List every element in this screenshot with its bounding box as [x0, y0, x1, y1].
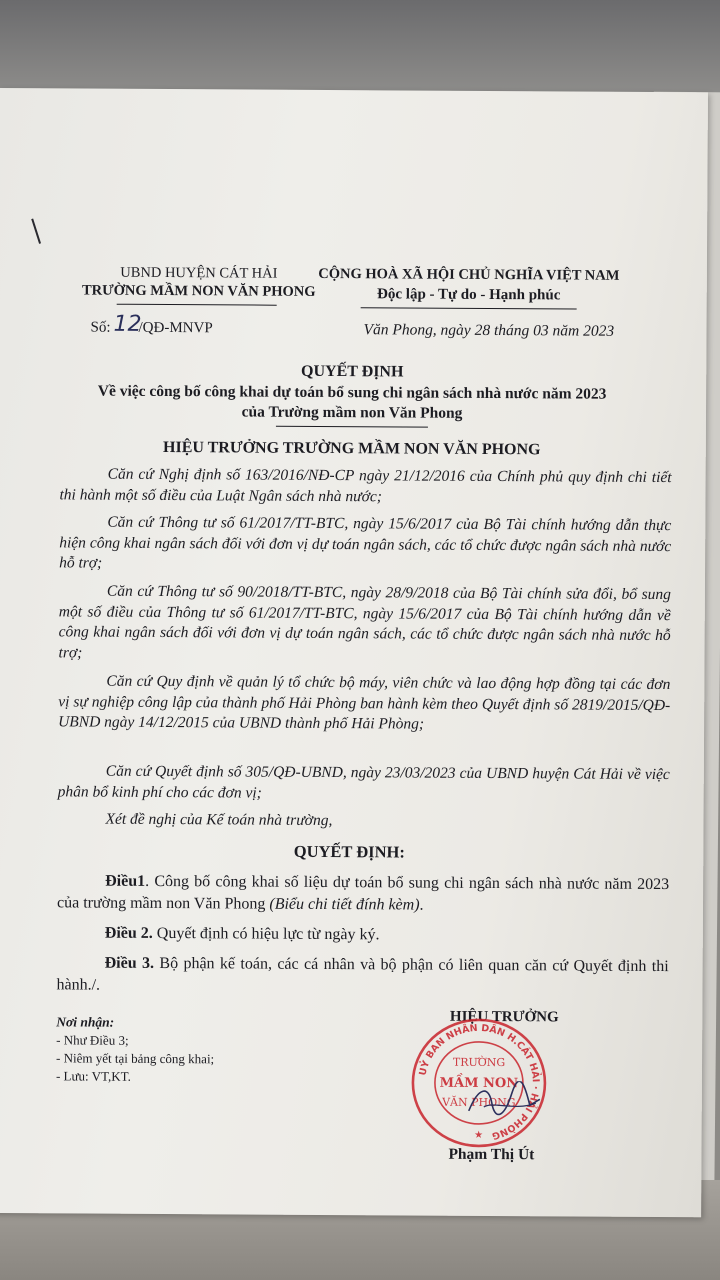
country-name: CỘNG HOÀ XÃ HỘI CHỦ NGHĨA VIỆT NAM	[318, 265, 620, 284]
handwritten-signature	[464, 1081, 544, 1121]
decision-heading: QUYẾT ĐỊNH:	[293, 841, 405, 862]
document-page	[0, 88, 708, 1217]
article-1: Điều1. Công bố công khai số liệu dự toán bổ sung chi ngân sách nhà nước năm 2023 của trường mầm non Văn Phong (Biểu chi tiết đính kèm).	[56, 872, 670, 914]
subject-line-2: của Trường mầm non Văn Phong	[241, 403, 463, 422]
basis-paragraph: Căn cứ Thông tư số 61/2017/TT-BTC, ngày 15/6/2017 của Bộ Tài chính hướng dẫn thực hiện công khai ngân sách đối với đơn vị dự toán ngân sách, các tổ chức được ngân sách nhà nước hỗ trợ;	[59, 513, 672, 572]
article-label: Điều1	[105, 872, 146, 890]
issue-date: Văn Phong, ngày 28 tháng 03 năm 2023	[363, 321, 615, 340]
background-top	[0, 0, 720, 95]
stamp-line-1: TRƯỜNG	[452, 1055, 506, 1070]
basis-paragraph: Căn cứ Nghị định số 163/2016/NĐ-CP ngày 21/12/2016 của Chính phủ quy định chi tiết thi hành một số điều của Luật Ngân sách nhà nước;	[59, 465, 672, 505]
subject-line-1: Về việc công bố công khai dự toán bổ sung chi ngân sách nhà nước năm 2023	[97, 382, 607, 403]
pen-mark	[31, 219, 41, 244]
signer-name: Phạm Thị Út	[448, 1145, 535, 1164]
article-3	[56, 952, 668, 1000]
recipient-item: - Niêm yết tại bảng công khai;	[56, 1050, 215, 1067]
article-label: Điều 3.	[104, 954, 155, 972]
recipient-item: - Như Điều 3;	[56, 1032, 129, 1048]
motto: Độc lập - Tự do - Hạnh phúc	[377, 286, 561, 304]
article-label: Điều 2.	[104, 924, 153, 942]
basis-paragraph: Căn cứ Quy định về quản lý tổ chức bộ máy, viên chức và lao động hợp đồng tại các đơn vị sự nghiệp công lập của thành phố Hải Phòng ban hành kèm theo Quyết định số 2819/2015/QĐ-UBND ngày 14/12/2015 của UBND thành phố Hải Phòng;	[58, 672, 671, 733]
doc-number-suffix: /QĐ-MNVP	[138, 319, 213, 337]
school-name: TRƯỜNG MẦM NON VĂN PHONG	[81, 282, 316, 300]
document-title: QUYẾT ĐỊNH	[301, 362, 404, 381]
article-text: Quyết định có hiệu lực từ ngày ký.	[156, 924, 380, 944]
doc-number-handwritten: 12	[113, 311, 142, 337]
stamp-outer-text: UỶ BAN NHÂN DÂN H.CÁT HẢI · HẢI PHÒNG	[417, 1022, 541, 1142]
doc-number-prefix: Số:	[90, 319, 111, 336]
svg-text:★: ★	[474, 1129, 484, 1141]
stamp-line-2: MẦM NON	[439, 1075, 519, 1092]
recipients-heading: Nơi nhận:	[56, 1014, 115, 1030]
subject-underline	[276, 426, 428, 428]
authority-heading: HIỆU TRƯỞNG TRƯỜNG MẦM NON VĂN PHONG	[163, 439, 541, 459]
agency-name: UBND HUYỆN CÁT HẢI	[120, 264, 278, 282]
article-note: (Biểu chi tiết đính kèm)	[269, 895, 420, 914]
proposal-line: Xét đề nghị của Kế toán nhà trường,	[105, 810, 333, 830]
school-underline	[117, 304, 277, 306]
stamp-line-3: VĂN PHONG	[442, 1095, 516, 1110]
motto-underline	[361, 307, 577, 309]
article-text: Công bố công khai số liệu dự toán bổ sung chi ngân sách nhà nước năm 2023 của trường mầm non Văn Phong	[56, 872, 670, 913]
article-text: Bộ phận kế toán, các cá nhân và bộ phận có liên quan căn cứ Quyết định thi hành./.	[56, 954, 669, 994]
recipient-item: - Lưu: VT,KT.	[55, 1068, 131, 1084]
basis-paragraph: Căn cứ Quyết định số 305/QĐ-UBND, ngày 23/03/2023 của UBND huyện Cát Hải về việc phân bổ kinh phí cho các đơn vị;	[57, 762, 670, 802]
basis-paragraph: Căn cứ Thông tư số 90/2018/TT-BTC, ngày 28/9/2018 của Bộ Tài chính sửa đổi, bổ sung một số điều của Thông tư số 61/2017/TT-BTC, ngày 15/6/2017 của Bộ Tài chính hướng dẫn về công khai ngân sách đối với đơn vị dự toán ngân sách, các tổ chức được ngân sách nhà nước hỗ trợ;	[58, 582, 671, 662]
signature-title: HIỆU TRƯỞNG	[449, 1008, 559, 1026]
article-2	[57, 922, 669, 948]
